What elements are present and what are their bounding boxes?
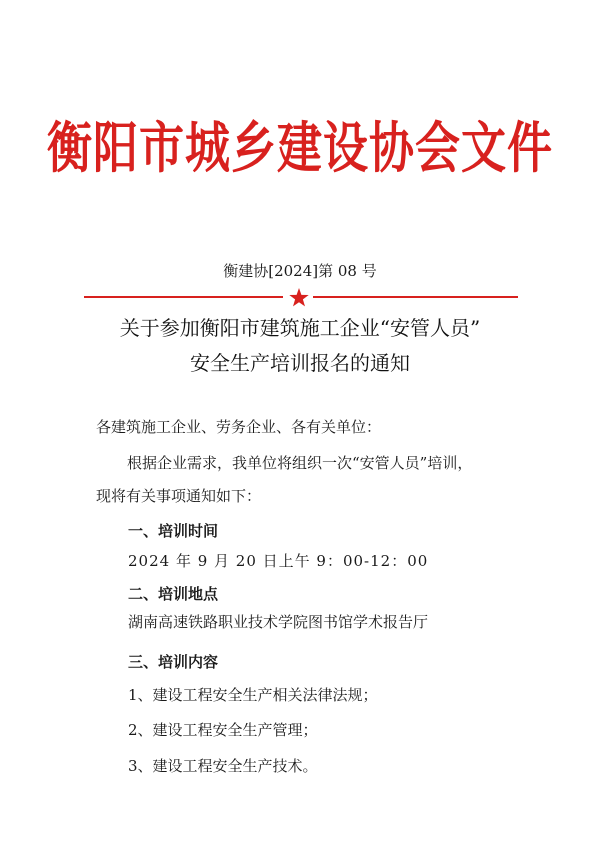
section-heading-time: 一、培训时间	[128, 522, 219, 540]
content-item: 1、建设工程安全生产相关法律法规；	[128, 686, 378, 704]
masthead-title: 衡阳市城乡建设协会文件	[46, 115, 553, 181]
content-item: 3、建设工程安全生产技术。	[128, 757, 318, 775]
intro-line-1: 根据企业需求，我单位将组织一次“安管人员”培训，	[127, 454, 473, 472]
section-heading-content: 三、培训内容	[128, 653, 219, 671]
section-heading-place: 二、培训地点	[128, 585, 219, 603]
red-star-icon	[289, 288, 309, 307]
red-divider-left	[84, 296, 283, 298]
content-item: 2、建设工程安全生产管理；	[128, 721, 318, 739]
intro-line-2: 现将有关事项通知如下：	[96, 487, 262, 505]
training-time: 2024 年 9 月 20 日上午 9：00-12：00	[128, 552, 429, 570]
addressee: 各建筑施工企业、劳务企业、各有关单位：	[96, 418, 382, 436]
document-number: 衡建协[2024]第 08 号	[223, 262, 377, 280]
notice-title-line-1: 关于参加衡阳市建筑施工企业“安管人员”	[119, 316, 481, 340]
training-place: 湖南高速铁路职业技术学院图书馆学术报告厅	[128, 613, 429, 631]
notice-title-line-2: 安全生产培训报名的通知	[190, 351, 410, 375]
red-divider-right	[313, 296, 518, 298]
